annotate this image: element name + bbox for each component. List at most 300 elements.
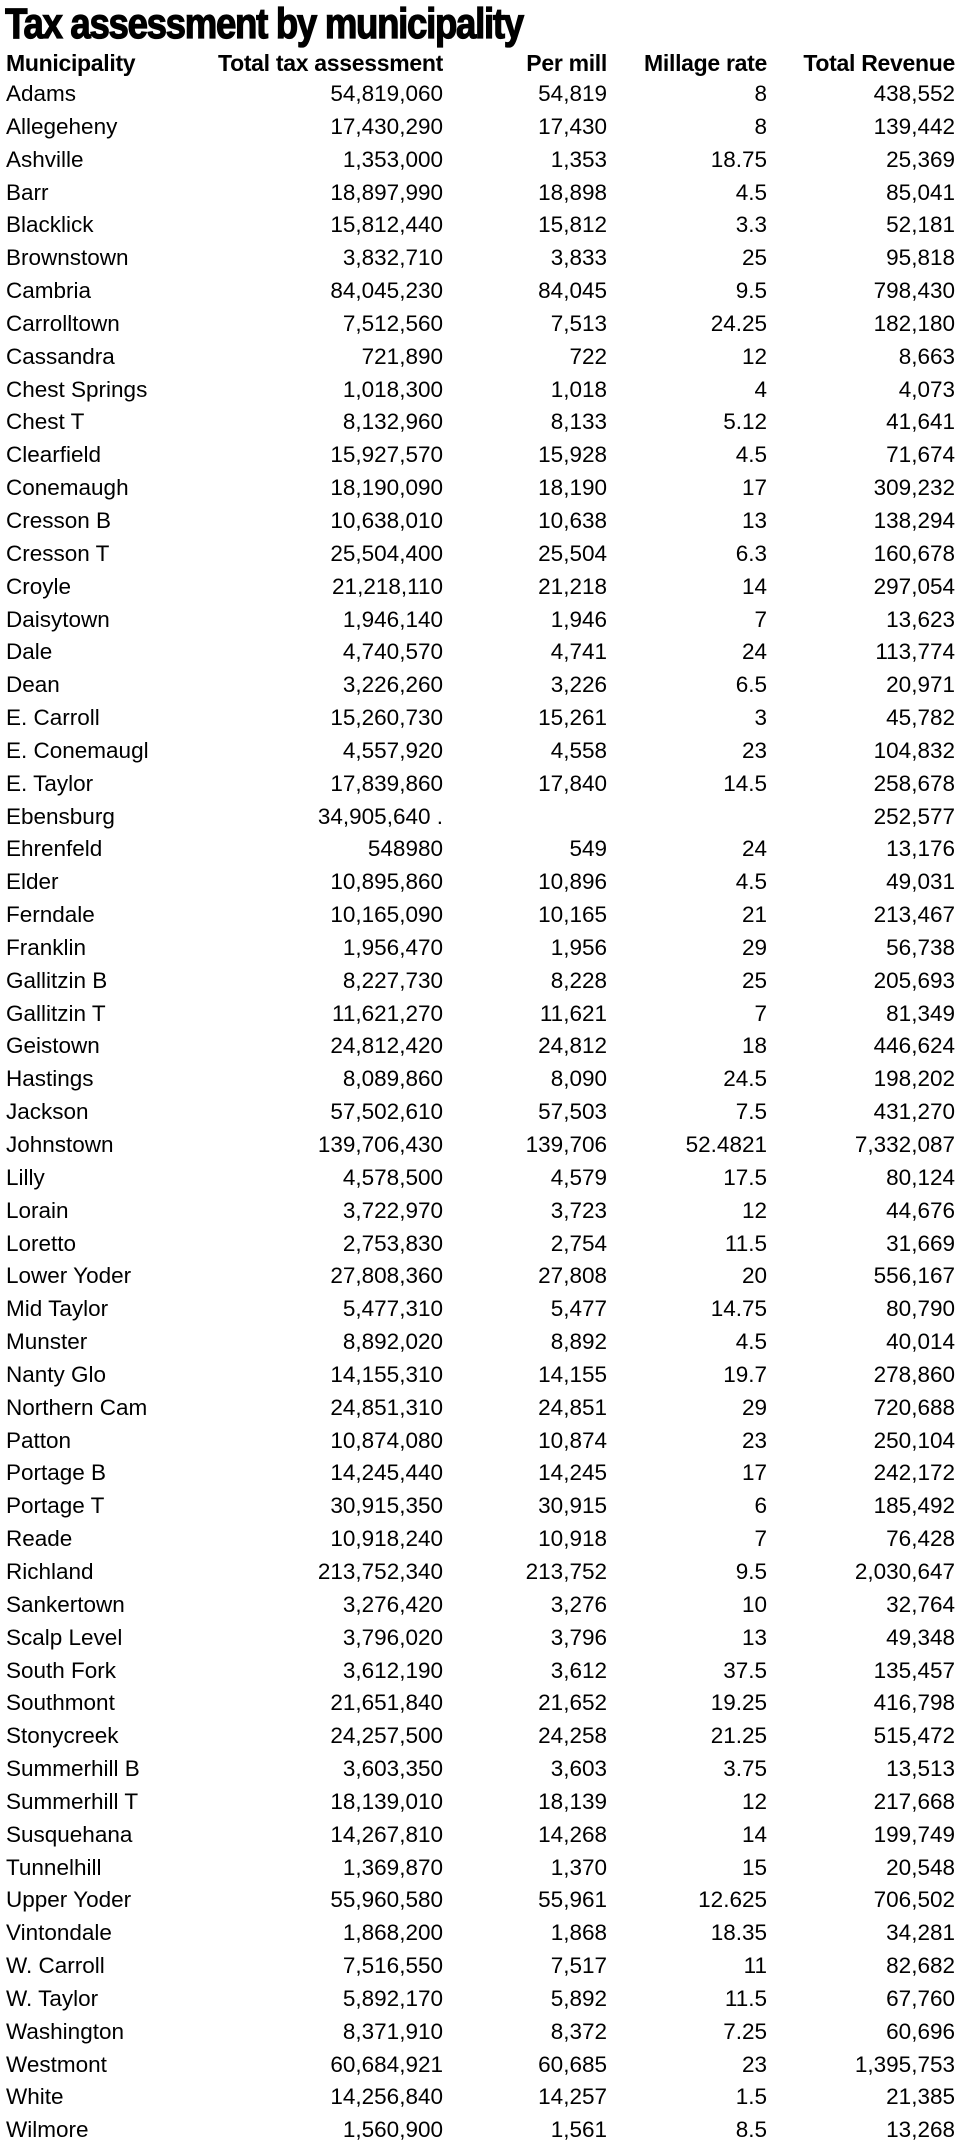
millage-rate-cell: 9.5 (735, 1558, 767, 1584)
municipality-cell: Reade (6, 1526, 73, 1552)
per-mill-cell: 24,812 (538, 1033, 607, 1059)
total-tax-assessment-cell: 4,557,920 (342, 737, 443, 763)
millage-rate-cell: 15 (741, 1854, 767, 1880)
millage-rate-cell: 7.25 (723, 2018, 767, 2044)
per-mill-cell: 1,561 (550, 2117, 607, 2143)
total-tax-assessment-cell: 17,430,290 (330, 113, 443, 139)
total-revenue-cell: 13,623 (886, 606, 955, 632)
per-mill-cell: 15,928 (538, 442, 607, 468)
municipality-cell: W. Taylor (6, 1985, 99, 2011)
total-revenue-cell: 258,678 (873, 770, 955, 796)
millage-rate-cell: 6 (754, 1493, 767, 1519)
millage-rate-cell: 14 (741, 1821, 767, 1847)
total-tax-assessment-cell: 25,504,400 (330, 540, 443, 566)
table-row (0, 636, 963, 669)
per-mill-cell: 1,018 (550, 376, 607, 402)
municipality-cell: Sankertown (6, 1591, 125, 1617)
header-total-revenue: Total Revenue (803, 50, 955, 76)
municipality-cell: Upper Yoder (6, 1887, 132, 1913)
total-revenue-cell: 720,688 (873, 1394, 955, 1420)
municipality-cell: Patton (6, 1427, 72, 1453)
millage-rate-cell: 20 (741, 1263, 767, 1289)
municipality-cell: Portage T (6, 1493, 105, 1519)
total-revenue-cell: 41,641 (886, 409, 955, 435)
table-row (0, 1819, 963, 1852)
total-tax-assessment-cell: 11,621,270 (332, 1000, 443, 1026)
millage-rate-cell: 18 (741, 1033, 767, 1059)
municipality-cell: Munster (6, 1329, 88, 1355)
table-row (0, 1359, 963, 1392)
municipality-cell: Brownstown (6, 245, 129, 271)
total-revenue-cell: 182,180 (873, 310, 955, 336)
municipality-cell: Gallitzin T (6, 1000, 106, 1026)
total-revenue-cell: 706,502 (873, 1887, 955, 1913)
total-tax-assessment-cell: 21,218,110 (332, 573, 443, 599)
total-revenue-cell: 309,232 (873, 475, 955, 501)
table-row (0, 1589, 963, 1622)
millage-rate-cell: 11.5 (724, 1230, 767, 1256)
millage-rate-cell: 18.35 (710, 1920, 767, 1946)
millage-rate-cell: 23 (741, 2051, 767, 2077)
total-revenue-cell: 44,676 (886, 1197, 955, 1223)
total-revenue-cell: 160,678 (873, 540, 955, 566)
total-tax-assessment-cell: 548980 (367, 836, 443, 862)
table-row (0, 1096, 963, 1129)
per-mill-cell: 14,268 (538, 1821, 607, 1847)
millage-rate-cell: 4.5 (735, 179, 767, 205)
per-mill-cell: 8,228 (550, 967, 607, 993)
municipality-cell: E. Conemaugl (6, 737, 149, 763)
total-tax-assessment-cell: 3,226,260 (342, 672, 443, 698)
total-tax-assessment-cell: 1,353,000 (342, 146, 443, 172)
total-revenue-cell: 25,369 (886, 146, 955, 172)
table-row (0, 341, 963, 374)
total-revenue-cell: 138,294 (873, 507, 955, 533)
per-mill-cell: 8,372 (550, 2018, 607, 2044)
total-revenue-cell: 45,782 (886, 705, 955, 731)
millage-rate-cell: 7.5 (735, 1099, 767, 1125)
municipality-cell: White (6, 2084, 64, 2110)
municipality-cell: Barr (6, 179, 49, 205)
millage-rate-cell: 6.5 (735, 672, 767, 698)
total-tax-assessment-cell: 4,740,570 (342, 639, 443, 665)
millage-rate-cell: 19.25 (710, 1690, 767, 1716)
millage-rate-cell: 4.5 (735, 1329, 767, 1355)
total-tax-assessment-cell: 54,819,060 (330, 81, 443, 106)
total-revenue-cell: 20,971 (886, 672, 955, 698)
header-millage-rate: Millage rate (644, 50, 767, 76)
total-revenue-cell: 205,693 (873, 967, 955, 993)
municipality-cell: Geistown (6, 1033, 100, 1059)
millage-rate-cell: 8 (754, 81, 767, 106)
municipality-cell: Conemaugh (6, 475, 129, 501)
table-row (0, 2081, 963, 2114)
per-mill-cell: 3,833 (550, 245, 607, 271)
total-tax-assessment-cell: 10,874,080 (330, 1427, 443, 1453)
millage-rate-cell: 24 (741, 836, 767, 862)
table-row (0, 1392, 963, 1425)
table-row (0, 78, 963, 111)
millage-rate-cell: 17.5 (723, 1164, 767, 1190)
millage-rate-cell: 4 (754, 376, 767, 402)
per-mill-cell: 5,477 (550, 1296, 607, 1322)
total-revenue-cell: 185,492 (873, 1493, 955, 1519)
total-tax-assessment-cell: 18,190,090 (330, 475, 443, 501)
total-revenue-cell: 21,385 (886, 2084, 955, 2110)
municipality-cell: Clearfield (6, 442, 102, 468)
per-mill-cell: 7,517 (550, 1953, 607, 1979)
total-revenue-cell: 2,030,647 (854, 1558, 955, 1584)
municipality-cell: Croyle (6, 573, 72, 599)
millage-rate-cell: 21.25 (710, 1723, 767, 1749)
table-row (0, 1950, 963, 1983)
millage-rate-cell: 8 (754, 113, 767, 139)
municipality-cell: Summerhill T (6, 1788, 139, 1814)
municipality-cell: Cambria (6, 278, 92, 304)
per-mill-cell: 17,430 (538, 113, 607, 139)
table-row (0, 144, 963, 177)
total-tax-assessment-cell: 27,808,360 (330, 1263, 443, 1289)
table-row (0, 1753, 963, 1786)
municipality-cell: Mid Taylor (6, 1296, 109, 1322)
millage-rate-cell: 37.5 (723, 1657, 767, 1683)
total-tax-assessment-cell: 30,915,350 (330, 1493, 443, 1519)
total-revenue-cell: 446,624 (873, 1033, 955, 1059)
total-revenue-cell: 213,467 (873, 902, 955, 928)
municipality-cell: Franklin (6, 934, 87, 960)
municipality-cell: Daisytown (6, 606, 110, 632)
total-tax-assessment-cell: 14,245,440 (330, 1460, 443, 1486)
table-row (0, 1655, 963, 1688)
total-tax-assessment-cell: 8,227,730 (342, 967, 443, 993)
table-row (0, 406, 963, 439)
per-mill-cell: 27,808 (538, 1263, 607, 1289)
per-mill-cell: 18,139 (538, 1788, 607, 1814)
table-row (0, 571, 963, 604)
total-revenue-cell: 82,682 (886, 1953, 955, 1979)
millage-rate-cell: 19.7 (723, 1361, 767, 1387)
total-revenue-cell: 250,104 (873, 1427, 955, 1453)
total-revenue-cell: 49,031 (886, 869, 955, 895)
total-revenue-cell: 139,442 (873, 113, 955, 139)
per-mill-cell: 8,090 (550, 1066, 607, 1092)
millage-rate-cell: 25 (741, 245, 767, 271)
table-row (0, 768, 963, 801)
table-row (0, 1720, 963, 1753)
municipality-cell: Summerhill B (6, 1756, 140, 1782)
millage-rate-cell: 12 (741, 1788, 767, 1814)
municipality-cell: Vintondale (6, 1920, 112, 1946)
table-row (0, 1162, 963, 1195)
millage-rate-cell: 8.5 (735, 2117, 767, 2143)
table-row (0, 1490, 963, 1523)
per-mill-cell: 55,961 (538, 1887, 607, 1913)
table-row (0, 1622, 963, 1655)
page-title: Tax assessment by municipality (5, 0, 523, 48)
table-row (0, 833, 963, 866)
per-mill-cell (443, 801, 607, 834)
total-tax-assessment-cell: 60,684,921 (330, 2051, 443, 2077)
per-mill-cell: 54,819 (538, 81, 607, 106)
millage-rate-cell (607, 801, 767, 834)
municipality-cell: Lorain (6, 1197, 69, 1223)
millage-rate-cell: 29 (741, 934, 767, 960)
municipality-cell: Hastings (6, 1066, 94, 1092)
total-tax-assessment-cell: 3,796,020 (342, 1624, 443, 1650)
municipality-cell: Johnstown (6, 1132, 114, 1157)
total-revenue-cell: 416,798 (873, 1690, 955, 1716)
per-mill-cell: 14,155 (538, 1361, 607, 1387)
per-mill-cell: 25,504 (538, 540, 607, 566)
millage-rate-cell: 23 (741, 737, 767, 763)
per-mill-cell: 10,896 (538, 869, 607, 895)
table-row (0, 932, 963, 965)
millage-rate-cell: 3.3 (735, 212, 767, 238)
total-tax-assessment-cell: 24,812,420 (330, 1033, 443, 1059)
municipality-cell: Chest Springs (6, 376, 148, 402)
table-row (0, 1556, 963, 1589)
table-row (0, 1884, 963, 1917)
municipality-cell: E. Taylor (6, 770, 94, 796)
table-row (0, 1260, 963, 1293)
municipality-cell: Northern Cam (6, 1394, 148, 1420)
total-tax-assessment-cell: 7,512,560 (342, 310, 443, 336)
municipality-cell: Ferndale (6, 902, 95, 928)
total-revenue-cell: 95,818 (886, 245, 955, 271)
total-tax-assessment-cell: 18,897,990 (330, 179, 443, 205)
table-row (0, 998, 963, 1031)
municipality-cell: Lilly (6, 1164, 45, 1190)
per-mill-cell: 11,621 (539, 1000, 607, 1026)
total-tax-assessment-cell: 10,165,090 (330, 902, 443, 928)
municipality-cell: Jackson (6, 1099, 89, 1125)
table-row (0, 899, 963, 932)
millage-rate-cell: 14.5 (723, 770, 767, 796)
total-revenue-cell: 49,348 (886, 1624, 955, 1650)
total-revenue-cell: 7,332,087 (854, 1132, 955, 1157)
table-row (0, 2049, 963, 2082)
table-row (0, 1786, 963, 1819)
total-tax-assessment-cell: 10,895,860 (330, 869, 443, 895)
total-revenue-cell: 31,669 (886, 1230, 955, 1256)
table-row (0, 1425, 963, 1458)
total-tax-assessment-cell: 24,257,500 (330, 1723, 443, 1749)
total-tax-assessment-cell: 3,722,970 (342, 1197, 443, 1223)
per-mill-cell: 549 (569, 836, 607, 862)
total-tax-assessment-cell: 1,868,200 (342, 1920, 443, 1946)
millage-rate-cell: 14 (741, 573, 767, 599)
municipality-cell: Southmont (6, 1690, 115, 1716)
table-row (0, 472, 963, 505)
per-mill-cell: 3,603 (550, 1756, 607, 1782)
table-row (0, 111, 963, 144)
table-row (0, 604, 963, 637)
total-tax-assessment-cell: 14,267,810 (330, 1821, 443, 1847)
total-tax-assessment-cell: 1,018,300 (342, 376, 443, 402)
total-tax-assessment-cell: 17,839,860 (330, 770, 443, 796)
table-row (0, 1523, 963, 1556)
table-row (0, 866, 963, 899)
total-revenue-cell: 60,696 (886, 2018, 955, 2044)
total-revenue-cell: 297,054 (873, 573, 955, 599)
total-tax-assessment-cell: 8,132,960 (342, 409, 443, 435)
municipality-cell: Dean (6, 672, 60, 698)
total-revenue-cell: 52,181 (886, 212, 955, 238)
municipality-cell: Tunnelhill (6, 1854, 102, 1880)
millage-rate-cell: 4.5 (735, 442, 767, 468)
header-total-tax-assessment: Total tax assessment (218, 50, 443, 76)
total-revenue-cell: 71,674 (886, 442, 955, 468)
per-mill-cell: 3,612 (550, 1657, 607, 1683)
per-mill-cell: 24,851 (538, 1394, 607, 1420)
total-tax-assessment-cell: 14,256,840 (330, 2084, 443, 2110)
municipality-cell: Cassandra (6, 343, 115, 369)
per-mill-cell: 4,558 (550, 737, 607, 763)
municipality-cell: Allegeheny (6, 113, 118, 139)
total-tax-assessment-cell: 721,890 (361, 343, 443, 369)
millage-rate-cell: 17 (741, 475, 767, 501)
total-tax-assessment-cell: 8,089,860 (342, 1066, 443, 1092)
table-row (0, 308, 963, 341)
total-tax-assessment-cell: 213,752,340 (317, 1558, 443, 1584)
table-header-row (0, 48, 963, 78)
table-row (0, 209, 963, 242)
per-mill-cell: 1,868 (550, 1920, 607, 1946)
millage-rate-cell: 4.5 (735, 869, 767, 895)
municipality-cell: Richland (6, 1558, 94, 1584)
per-mill-cell: 8,892 (550, 1329, 607, 1355)
total-revenue-cell: 4,073 (898, 376, 955, 402)
total-revenue-cell: 67,760 (886, 1985, 955, 2011)
municipality-cell: Carrolltown (6, 310, 120, 336)
table-row (0, 1228, 963, 1261)
table-row (0, 1063, 963, 1096)
total-tax-assessment-cell: 1,956,470 (342, 934, 443, 960)
per-mill-cell: 3,226 (550, 672, 607, 698)
total-revenue-cell: 556,167 (873, 1263, 955, 1289)
millage-rate-cell: 24 (741, 639, 767, 665)
total-revenue-cell: 798,430 (873, 278, 955, 304)
table-row (0, 965, 963, 998)
millage-rate-cell: 3.75 (723, 1756, 767, 1782)
table-row (0, 1030, 963, 1063)
total-tax-assessment-cell: 24,851,310 (330, 1394, 443, 1420)
millage-rate-cell: 11.5 (724, 1985, 767, 2011)
total-revenue-cell: 217,668 (873, 1788, 955, 1814)
per-mill-cell: 24,258 (538, 1723, 607, 1749)
total-revenue-cell: 135,457 (873, 1657, 955, 1683)
per-mill-cell: 15,812 (538, 212, 607, 238)
total-tax-assessment-cell: 15,927,570 (330, 442, 443, 468)
millage-rate-cell: 3 (754, 705, 767, 731)
tax-assessment-table (0, 48, 963, 2147)
per-mill-cell: 10,638 (538, 507, 607, 533)
total-revenue-cell: 198,202 (873, 1066, 955, 1092)
header-municipality: Municipality (6, 50, 136, 76)
per-mill-cell: 14,245 (538, 1460, 607, 1486)
total-revenue-cell: 81,349 (886, 1000, 955, 1026)
table-row (0, 242, 963, 275)
header-per-mill: Per mill (526, 50, 607, 76)
total-tax-assessment-cell: 1,946,140 (342, 606, 443, 632)
millage-rate-cell: 7 (754, 606, 767, 632)
total-tax-assessment-cell: 1,560,900 (342, 2117, 443, 2143)
table-row (0, 1129, 963, 1162)
total-revenue-cell: 85,041 (886, 179, 955, 205)
per-mill-cell: 3,723 (550, 1197, 607, 1223)
total-revenue-cell: 199,749 (873, 1821, 955, 1847)
municipality-cell: Loretto (6, 1230, 77, 1256)
municipality-cell: Scalp Level (6, 1624, 123, 1650)
total-tax-assessment-cell: 3,612,190 (342, 1657, 443, 1683)
total-revenue-cell: 56,738 (886, 934, 955, 960)
table-row (0, 505, 963, 538)
total-revenue-cell: 515,472 (873, 1723, 955, 1749)
per-mill-cell: 722 (569, 343, 607, 369)
table-row (0, 1293, 963, 1326)
municipality-cell: Adams (6, 81, 77, 106)
total-tax-assessment-cell: 3,276,420 (342, 1591, 443, 1617)
municipality-cell: South Fork (6, 1657, 117, 1683)
municipality-cell: Nanty Glo (6, 1361, 107, 1387)
table-row (0, 702, 963, 735)
municipality-cell: Elder (6, 869, 59, 895)
total-tax-assessment-cell: 3,832,710 (342, 245, 443, 271)
per-mill-cell: 57,503 (538, 1099, 607, 1125)
total-revenue-cell: 252,577 (873, 803, 955, 829)
total-revenue-cell: 104,832 (873, 737, 955, 763)
table-row (0, 669, 963, 702)
total-tax-assessment-cell: 7,516,550 (342, 1953, 443, 1979)
table-row (0, 177, 963, 210)
table-row (0, 1326, 963, 1359)
table-row (0, 538, 963, 571)
table-body (0, 78, 963, 2147)
total-tax-assessment-cell: 1,369,870 (342, 1854, 443, 1880)
total-tax-assessment-cell: 4,578,500 (342, 1164, 443, 1190)
per-mill-cell: 60,685 (538, 2051, 607, 2077)
per-mill-cell: 1,956 (550, 934, 607, 960)
total-tax-assessment-cell: 8,892,020 (342, 1329, 443, 1355)
per-mill-cell: 3,796 (550, 1624, 607, 1650)
table-row (0, 1917, 963, 1950)
millage-rate-cell: 12.625 (698, 1887, 767, 1913)
table-row (0, 439, 963, 472)
millage-rate-cell: 12 (741, 1197, 767, 1223)
per-mill-cell: 2,754 (550, 1230, 607, 1256)
municipality-cell: Wilmore (6, 2117, 89, 2143)
total-revenue-cell: 438,552 (873, 81, 955, 106)
table-row (0, 735, 963, 768)
per-mill-cell: 1,946 (550, 606, 607, 632)
total-tax-assessment-cell: 55,960,580 (330, 1887, 443, 1913)
municipality-cell: Blacklick (6, 212, 94, 238)
table-row (0, 1852, 963, 1885)
total-revenue-cell: 32,764 (886, 1591, 955, 1617)
per-mill-cell: 4,579 (550, 1164, 607, 1190)
per-mill-cell: 10,918 (538, 1526, 607, 1552)
millage-rate-cell: 24.5 (723, 1066, 767, 1092)
per-mill-cell: 14,257 (538, 2084, 607, 2110)
per-mill-cell: 15,261 (538, 705, 607, 731)
total-revenue-cell: 80,790 (886, 1296, 955, 1322)
total-revenue-cell: 278,860 (873, 1361, 955, 1387)
total-revenue-cell: 80,124 (886, 1164, 955, 1190)
municipality-cell: W. Carroll (6, 1953, 105, 1979)
municipality-cell: Stonycreek (6, 1723, 119, 1749)
municipality-cell: Portage B (6, 1460, 107, 1486)
millage-rate-cell: 13 (741, 507, 767, 533)
